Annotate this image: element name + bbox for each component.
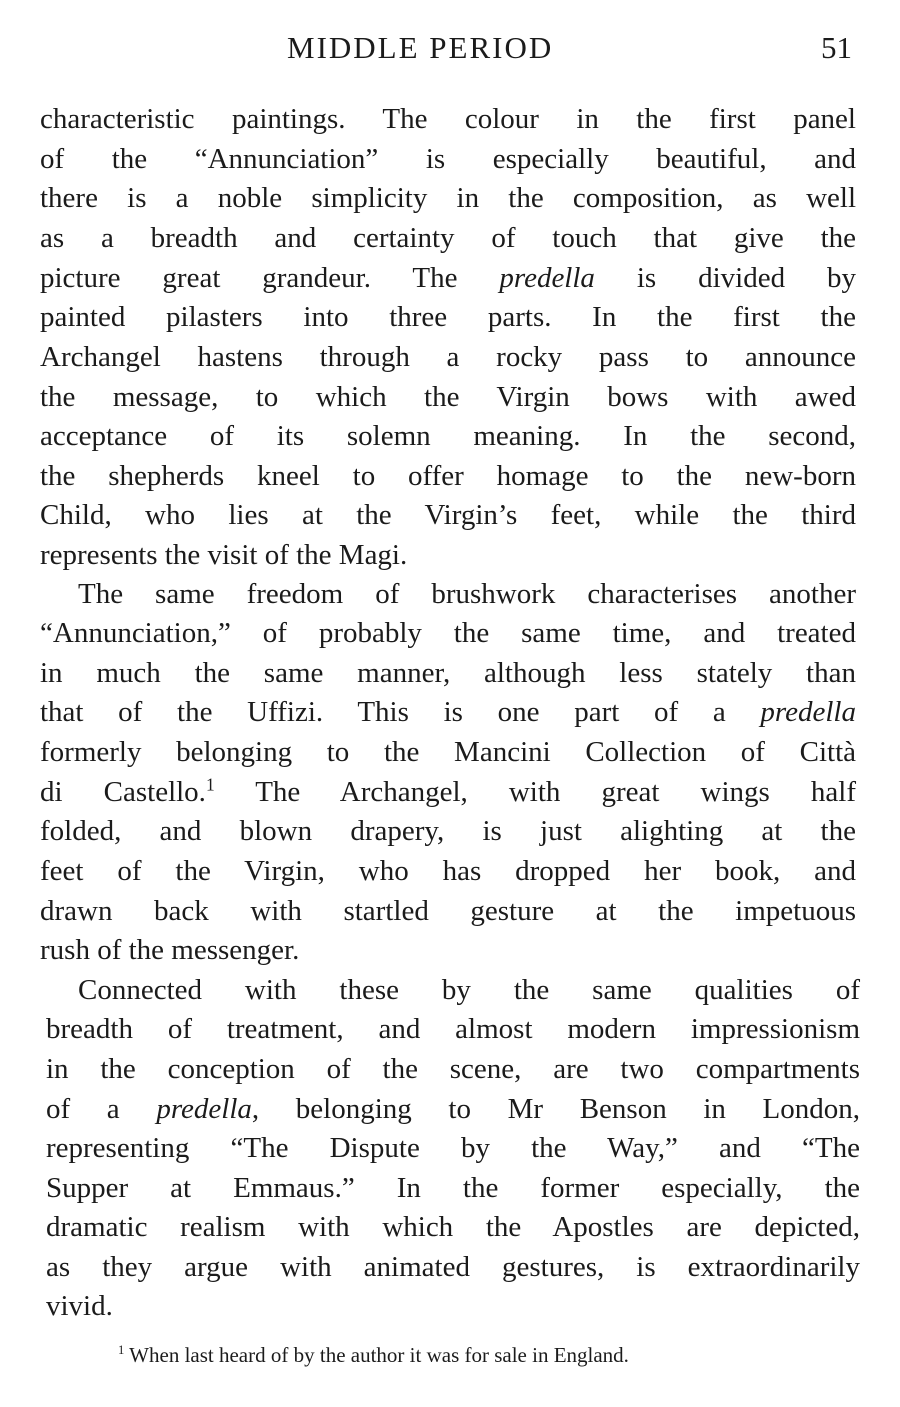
running-title: MIDDLE PERIOD — [287, 30, 554, 65]
text-line: di Castello.$^1$ The Archangel, with great wings half — [40, 774, 856, 808]
footnote-ref: 1 — [205, 774, 215, 795]
running-head — [0, 30, 900, 70]
text-line: in the conception of the scene, are two compartments — [46, 1053, 860, 1085]
text-line: the shepherds kneel to offer homage to the new-born — [40, 460, 856, 492]
text-line: drawn back with startled gesture at the impetuous — [40, 895, 856, 927]
footnote-marker: 1 — [118, 1343, 125, 1357]
italic-term: predella — [156, 1093, 252, 1125]
text-line: Connected with these by the same qualities of — [78, 974, 860, 1006]
text-line: Archangel hastens through a rocky pass to announce — [40, 341, 856, 373]
text-line: rush of the messenger. — [40, 934, 300, 966]
text-line: folded, and blown drapery, is just alighting at the — [40, 815, 856, 847]
footnote-text: When last heard of by the author it was for sale in England. — [129, 1343, 629, 1367]
text-line: of the “Annunciation” is especially beautiful, and — [40, 143, 856, 175]
text-line: in much the same manner, although less stately than — [40, 657, 856, 689]
text-line: representing “The Dispute by the Way,” and “The — [46, 1132, 860, 1164]
text-line: there is a noble simplicity in the composition, as well — [40, 182, 856, 214]
text-line: represents the visit of the Magi. — [40, 539, 408, 571]
text-line: Supper at Emmaus.” In the former especially, the — [46, 1172, 860, 1204]
text-line: The same freedom of brushwork characterises another — [78, 578, 856, 610]
text-line: feet of the Virgin, who has dropped her book, and — [40, 855, 856, 887]
text-line: painted pilasters into three parts. In the first the — [40, 301, 856, 333]
text-line: as they argue with animated gestures, is extraordinarily — [46, 1251, 860, 1283]
page-number: 51 — [821, 30, 852, 65]
text-line: acceptance of its solemn meaning. In the second, — [40, 420, 856, 452]
text-line: dramatic realism with which the Apostles are depicted, — [46, 1211, 860, 1243]
text-line: vivid. — [46, 1290, 113, 1322]
text-line: formerly belonging to the Mancini Collection of Città — [40, 736, 856, 768]
text-line: the message, to which the Virgin bows with awed — [40, 381, 856, 413]
italic-term: predella — [499, 262, 595, 294]
text-line: as a breadth and certainty of touch that give the — [40, 222, 856, 254]
text-line: Child, who lies at the Virgin’s feet, while the third — [40, 499, 856, 531]
footnote — [118, 1342, 629, 1368]
text-line: of a predella, belonging to Mr Benson in London, — [46, 1093, 860, 1125]
text-line: breadth of treatment, and almost modern impressionism — [46, 1013, 860, 1045]
italic-term: predella — [760, 696, 856, 728]
text-line: characteristic paintings. The colour in the first panel — [40, 103, 856, 135]
text-line: “Annunciation,” of probably the same time, and treated — [40, 617, 856, 649]
text-line: picture great grandeur. The predella is divided by — [40, 262, 856, 294]
text-line: that of the Uffizi. This is one part of a predella — [40, 696, 856, 728]
